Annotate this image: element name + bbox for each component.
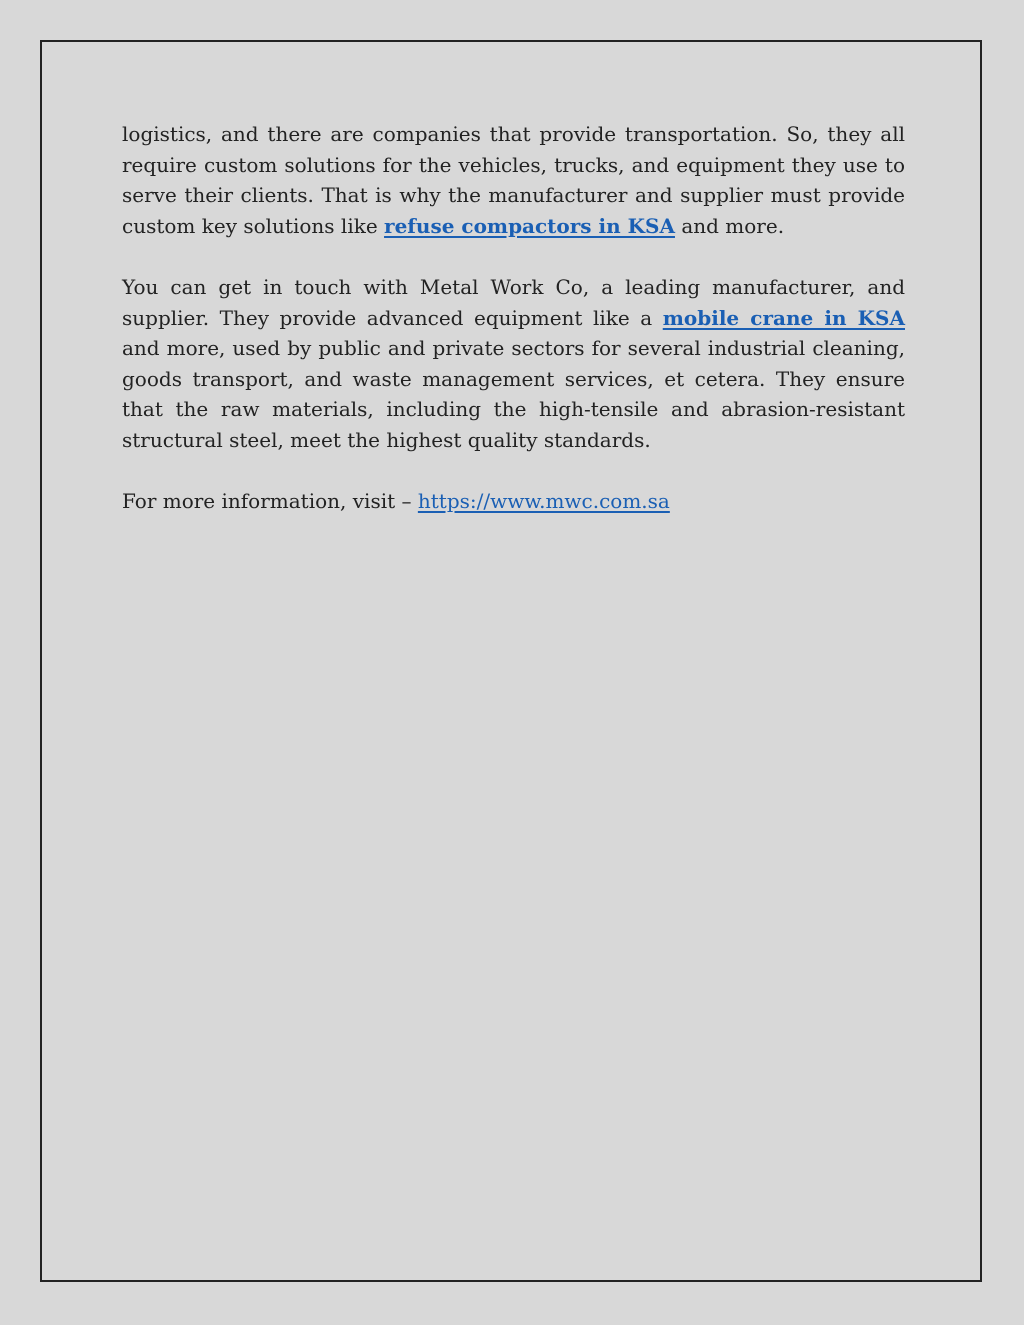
paragraph-more-info-text: For more information, visit – (122, 489, 418, 514)
paragraph-metal-work-text: You can get in touch with Metal Work Co, a leading manufacturer, and supplier. They provide advanced equipment like a (122, 274, 905, 330)
website-link[interactable]: https://www.mwc.com.sa (417, 489, 670, 514)
page-frame (40, 40, 982, 1282)
mobile-crane-link[interactable]: mobile crane in KSA (662, 305, 905, 330)
paragraph-logistics-tail: and more. (674, 213, 785, 238)
paragraph-logistics-text: logistics, and there are companies that provide transportation. So, they all require custom solutions for the vehicles, trucks, and equipment they use to serve their clients. That is why the manufacturer and supplier must provide custom key solutions like (122, 122, 905, 238)
document-body (122, 119, 905, 547)
paragraph-metal-work-tail: and more, used by public and private sectors for several industrial cleaning, goods transport, and waste management services, et cetera. They ensure that the raw materials, including the high-tensile and abrasion-resistant structural steel, meet the highest quality standards. (122, 336, 905, 452)
paragraph-logistics (122, 119, 905, 241)
paragraph-more-info (122, 486, 905, 517)
paragraph-metal-work (122, 272, 905, 456)
refuse-compactors-link[interactable]: refuse compactors in KSA (384, 213, 675, 238)
